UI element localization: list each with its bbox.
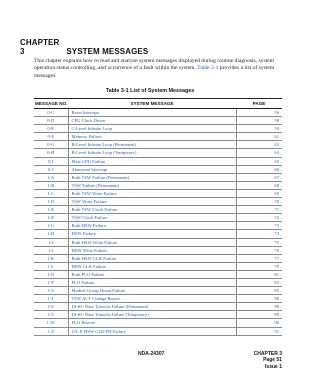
footer-right (254, 351, 282, 370)
table-row (34, 133, 282, 141)
page-number-link[interactable]: 73 (236, 222, 282, 230)
table-row (34, 189, 282, 197)
message-number-cell: 1-A (34, 173, 68, 181)
page-number-link[interactable]: 81 (236, 270, 282, 278)
message-number-cell: 0-J (34, 165, 68, 173)
intro-text: This chapter explains how to read and analyze system messages displayed during routine diagnosis, system operation status controlling, and occurrence of a fault within the system. (34, 58, 275, 72)
system-message-link[interactable]: Both TSW Clock Failure (68, 206, 236, 214)
message-number-cell: 1-I (34, 238, 68, 246)
page-number-link[interactable]: 56 (236, 109, 282, 117)
system-message-link[interactable]: Both TSW Failure (Permanent) (68, 173, 236, 181)
chapter-header (20, 38, 148, 56)
table-row (34, 287, 282, 295)
table-row (34, 230, 282, 238)
message-number-cell: 1-C (34, 189, 68, 197)
system-message-link[interactable]: B-Level Infinite Loop (Permanent) (68, 141, 236, 149)
message-number-cell: 1-K (34, 254, 68, 262)
message-number-cell: 0-D (34, 117, 68, 125)
message-number-cell: 1-B (34, 181, 68, 189)
column-header-system-message: SYSTEM MESSAGE (68, 99, 236, 109)
system-message-link[interactable]: Memory Failure (68, 133, 236, 141)
page-number-link[interactable]: 61 (236, 133, 282, 141)
message-number-cell: 0-I (34, 157, 68, 165)
page-number-link[interactable]: 58 (236, 117, 282, 125)
table-row (34, 303, 282, 311)
table-row (34, 157, 282, 165)
message-number-cell: 1-X (34, 327, 68, 335)
system-message-link[interactable]: Mate CPU Failure (68, 157, 236, 165)
system-message-link[interactable]: HSW Write Failure (68, 246, 236, 254)
table-row (34, 319, 282, 327)
page-number-link[interactable]: 76 (236, 246, 282, 254)
message-number-cell: 1-S (34, 287, 68, 295)
table-row (34, 198, 282, 206)
page-number-link[interactable]: 72 (236, 214, 282, 222)
table-row (34, 141, 282, 149)
page-number-link[interactable]: 66 (236, 165, 282, 173)
table-row (34, 238, 282, 246)
table-row (34, 181, 282, 189)
message-number-cell: 1-H (34, 230, 68, 238)
message-number-cell: 1-U (34, 303, 68, 311)
page-number-link[interactable]: 70 (236, 198, 282, 206)
page-number-link[interactable]: 86 (236, 295, 282, 303)
message-number-cell: 1-T (34, 295, 68, 303)
page-number-link[interactable]: 68 (236, 181, 282, 189)
system-message-link[interactable]: Both HSW Write Failure (68, 238, 236, 246)
page-number-link[interactable]: 77 (236, 254, 282, 262)
table-row (34, 125, 282, 133)
page-number-link[interactable]: 63 (236, 141, 282, 149)
table-row (34, 206, 282, 214)
table-header-row (34, 99, 282, 109)
intro-paragraph (34, 58, 282, 80)
message-number-cell: 0-H (34, 149, 68, 157)
chapter-number: CHAPTER 3 (20, 38, 60, 56)
page-number-link[interactable]: 88 (236, 303, 282, 311)
page-number-link[interactable]: 71 (236, 206, 282, 214)
page-number-link[interactable]: 74 (236, 230, 282, 238)
system-message-link[interactable]: Both HSW Failure (68, 222, 236, 230)
table-row (34, 295, 282, 303)
table-row (34, 254, 282, 262)
message-number-cell: 1-D (34, 198, 68, 206)
footer-chapter: CHAPTER 3 (253, 351, 282, 357)
table-row (34, 222, 282, 230)
message-number-cell: 1-O (34, 270, 68, 278)
system-message-link[interactable]: Abnormal Interrupt (68, 165, 236, 173)
table-row (34, 149, 282, 157)
system-message-link[interactable]: DLKC Data Transfer Failure (Temporary) (68, 311, 236, 319)
system-message-link[interactable]: TSW Write Failure (68, 198, 236, 206)
page-number-link[interactable]: 69 (236, 189, 282, 197)
system-message-link[interactable]: LN: E HSW CLK/FH Failure (68, 327, 236, 335)
page-number-link[interactable]: 83 (236, 278, 282, 286)
system-message-link[interactable]: B-Level Infinite Loop (Temporary) (68, 149, 236, 157)
table-row (34, 173, 282, 181)
message-number-cell: 1-V (34, 311, 68, 319)
page-number-link[interactable]: 59 (236, 125, 282, 133)
footer-issue: Issue 1 (265, 363, 282, 370)
table-row (34, 214, 282, 222)
page-number-link[interactable]: 75 (236, 238, 282, 246)
system-message-link[interactable]: Both PLO Failure (68, 270, 236, 278)
page-number-link[interactable]: 67 (236, 173, 282, 181)
document-id: NDA-24307 (138, 351, 165, 357)
message-number-cell: 1-G (34, 222, 68, 230)
table-row (34, 278, 282, 286)
table-row (34, 270, 282, 278)
intro-text-end: provides a list of system messages. (34, 65, 275, 79)
system-message-link[interactable]: PLO Failure (68, 278, 236, 286)
page-number-link[interactable]: 79 (236, 262, 282, 270)
system-message-link[interactable]: PLO Restore (68, 319, 236, 327)
table-row (34, 109, 282, 117)
table-row (34, 311, 282, 319)
message-number-cell: 1-E (34, 206, 68, 214)
table-row (34, 165, 282, 173)
message-number-cell: 0-C (34, 109, 68, 117)
system-message-link[interactable]: TSW Clock Failure (68, 214, 236, 222)
table-reference-link[interactable]: Table 3-1 (197, 65, 219, 72)
page-number-link[interactable]: 85 (236, 287, 282, 295)
message-number-cell: 0-F (34, 133, 68, 141)
page-number-link[interactable]: 64 (236, 149, 282, 157)
message-number-cell: 0-E (34, 125, 68, 133)
message-number-cell: 1-J (34, 246, 68, 254)
table-row (34, 117, 282, 125)
column-header-message-no: MESSAGE NO. (34, 99, 68, 109)
table-row (34, 327, 282, 335)
system-message-link[interactable]: DLKC Data Transfer Failure (Permanent) (68, 303, 236, 311)
footer-page: Page 51 (263, 357, 282, 364)
message-number-cell: 1-F (34, 214, 68, 222)
table-row (34, 262, 282, 270)
system-message-link[interactable]: Both TSW Write Failure (68, 189, 236, 197)
page-number-link[interactable]: 90 (236, 319, 282, 327)
table-title: Table 3-1 List of System Messages (105, 88, 195, 94)
message-number-cell: 1-L (34, 262, 68, 270)
message-number-cell: 0-G (34, 141, 68, 149)
page-number-link[interactable]: 91 (236, 327, 282, 335)
system-message-link[interactable]: Reset Interrupt (68, 109, 236, 117)
system-message-link[interactable]: HSW CLK Failure (68, 262, 236, 270)
message-number-cell: 1-P (34, 278, 68, 286)
system-message-link[interactable]: CPU Clock Down (68, 117, 236, 125)
column-header-page: PAGE (236, 99, 282, 109)
system-messages-table (34, 98, 282, 336)
system-message-link[interactable]: HSW Failure (68, 230, 236, 238)
system-message-link[interactable]: Both HSW CLK Failure (68, 254, 236, 262)
table-row (34, 246, 282, 254)
system-message-link[interactable]: C-Level Infinite Loop (68, 125, 236, 133)
chapter-title: SYSTEM MESSAGES (66, 47, 149, 56)
message-number-cell: 1-W (34, 319, 68, 327)
system-message-link[interactable]: TSW Failure (Permanent) (68, 181, 236, 189)
page-number-link[interactable]: 89 (236, 311, 282, 319)
system-message-link[interactable]: Module Group Down Failure (68, 287, 236, 295)
page-number-link[interactable]: 65 (236, 157, 282, 165)
system-message-link[interactable]: TSW ACT Change Report (68, 295, 236, 303)
